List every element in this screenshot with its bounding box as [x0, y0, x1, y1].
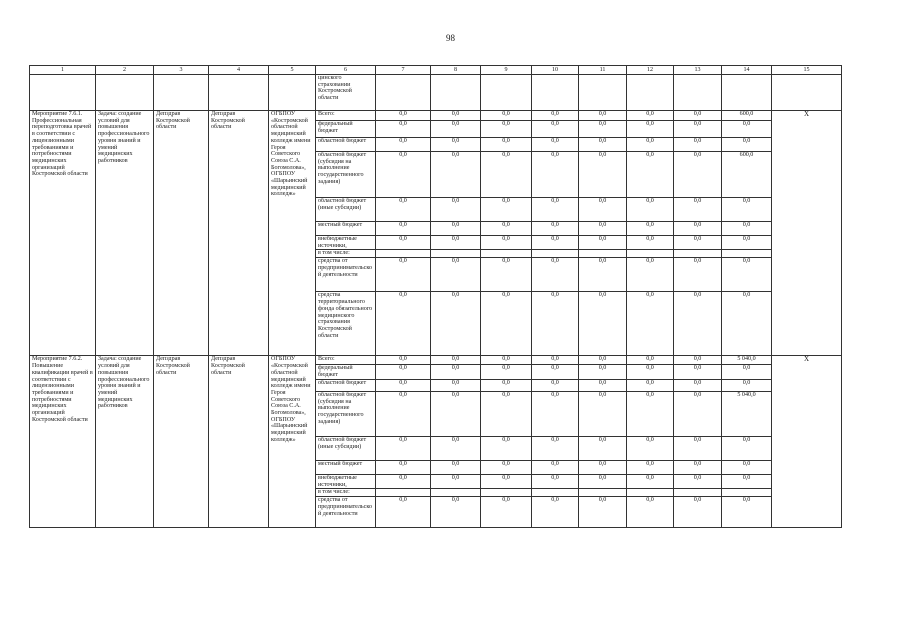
administrator-text: Депздрав Костромской области — [209, 356, 269, 528]
funding-value: 0,0 — [431, 379, 481, 391]
funding-value: 0,0 — [579, 391, 627, 436]
funding-value: 0,0 — [532, 258, 579, 292]
funding-value: 0,0 — [674, 365, 722, 379]
funding-value: 0,0 — [627, 258, 674, 292]
funding-value: 0,0 — [431, 497, 481, 528]
funding-value: 0,0 — [674, 356, 722, 365]
funding-value: 0,0 — [627, 460, 674, 474]
empty-cell — [96, 75, 154, 111]
funding-value: 0,0 — [481, 292, 532, 356]
administrator-text: Депздрав Костромской области — [209, 111, 269, 356]
funding-value: 0,0 — [722, 258, 772, 292]
funding-value: 0,0 — [579, 365, 627, 379]
funding-value: 0,0 — [431, 111, 481, 121]
empty-cell — [269, 75, 316, 111]
funding-value — [722, 489, 772, 497]
funding-value: 0,0 — [579, 379, 627, 391]
funding-value: 0,0 — [674, 152, 722, 198]
funding-value: 0,0 — [627, 152, 674, 198]
funding-source-label: областной бюджет (иные субсидии) — [316, 198, 376, 222]
funding-value: 0,0 — [431, 236, 481, 250]
funding-value: 0,0 — [532, 379, 579, 391]
funding-value: 0,0 — [579, 436, 627, 460]
funding-value: 0,0 — [376, 258, 431, 292]
funding-value: 0,0 — [376, 198, 431, 222]
funding-value: 0,0 — [674, 198, 722, 222]
empty-cell — [154, 75, 209, 111]
funding-value — [627, 489, 674, 497]
funding-row — [30, 356, 842, 365]
funding-value: 0,0 — [627, 365, 674, 379]
funding-value: 0,0 — [532, 391, 579, 436]
funding-value: 0,0 — [376, 236, 431, 250]
funding-source-label: внебюджетные источники, — [316, 236, 376, 250]
funding-value: 0,0 — [674, 138, 722, 152]
empty-cell — [376, 75, 431, 111]
empty-cell — [579, 75, 627, 111]
funding-value: 0,0 — [532, 356, 579, 365]
empty-cell — [627, 75, 674, 111]
funding-value: 0,0 — [674, 436, 722, 460]
funding-value: 0,0 — [431, 152, 481, 198]
measure-name: Мероприятие 7.6.1. Профессиональная переподготовка врачей в соответствии с лицензионными требованиями и потребностями медицинских организаций Костромской области — [30, 111, 96, 356]
funding-value: 0,0 — [376, 497, 431, 528]
funding-value: 0,0 — [481, 356, 532, 365]
funding-value: 0,0 — [674, 391, 722, 436]
empty-cell — [674, 75, 722, 111]
funding-value: 0,0 — [532, 436, 579, 460]
header-row — [30, 66, 842, 75]
funding-value: 0,0 — [722, 292, 772, 356]
funding-value: 0,0 — [481, 460, 532, 474]
funding-value: 0,0 — [579, 111, 627, 121]
funding-value — [431, 489, 481, 497]
funding-value: 0,0 — [431, 436, 481, 460]
funding-source-label: Всего: — [316, 111, 376, 121]
funding-value: 0,0 — [481, 138, 532, 152]
funding-value: 0,0 — [532, 121, 579, 138]
funding-value: 0,0 — [481, 111, 532, 121]
funding-value: 0,0 — [481, 222, 532, 236]
funding-value: 0,0 — [481, 236, 532, 250]
empty-cell — [431, 75, 481, 111]
funding-value: 0,0 — [532, 365, 579, 379]
funding-value: 0,0 — [722, 236, 772, 250]
carryover-source-text: цинского страховании Костромской области — [316, 75, 376, 111]
empty-cell — [30, 75, 96, 111]
funding-value: 0,0 — [481, 152, 532, 198]
column-number: 7 — [376, 66, 431, 75]
funding-value: 0,0 — [376, 111, 431, 121]
funding-value: 0,0 — [674, 379, 722, 391]
funding-value: 0,0 — [627, 379, 674, 391]
funding-source-label: средства территориального фонда обязательного медицинского страхования Костромской области — [316, 292, 376, 356]
funding-value: 600,0 — [722, 111, 772, 121]
participants-text: ОГБПОУ «Костромской областной медицинский колледж имени Героя Советского Союза С.А. Богомолова», ОГБПОУ «Шарьинский медицинский колледж» — [269, 111, 316, 356]
funding-value: 0,0 — [579, 152, 627, 198]
budget-table — [29, 65, 842, 528]
column-number: 5 — [269, 66, 316, 75]
funding-value: 0,0 — [481, 497, 532, 528]
column-number: 3 — [154, 66, 209, 75]
column-number: 10 — [532, 66, 579, 75]
funding-value: 0,0 — [627, 356, 674, 365]
funding-value: 0,0 — [627, 292, 674, 356]
funding-value: 0,0 — [579, 121, 627, 138]
funding-value: 0,0 — [431, 365, 481, 379]
funding-source-label: Всего: — [316, 356, 376, 365]
funding-value: 0,0 — [579, 497, 627, 528]
funding-value: 0,0 — [674, 460, 722, 474]
participants-text: ОГБПОУ «Костромской областной медицинский колледж имени Героя Советского Союза С.А. Богомолова», ОГБПОУ «Шарьинский медицинский колледж» — [269, 356, 316, 528]
funding-value — [627, 250, 674, 258]
funding-value: 0,0 — [722, 198, 772, 222]
funding-value: 0,0 — [532, 292, 579, 356]
executor-text: Депздрав Костромской области — [154, 356, 209, 528]
funding-value: 0,0 — [579, 222, 627, 236]
funding-value: 0,0 — [376, 138, 431, 152]
carryover-row — [30, 75, 842, 111]
funding-source-label: средства от предпринимательской деятельности — [316, 258, 376, 292]
funding-value: 0,0 — [722, 138, 772, 152]
funding-value — [376, 489, 431, 497]
funding-value: 0,0 — [481, 391, 532, 436]
funding-value: 0,0 — [481, 379, 532, 391]
measure-name: Мероприятие 7.6.2. Повышение квалификации врачей в соответствии с лицензионными требованиями и потребностями медицинских организаций Костромской области — [30, 356, 96, 528]
funding-value: 0,0 — [627, 391, 674, 436]
funding-value — [579, 489, 627, 497]
funding-value — [532, 489, 579, 497]
funding-value: 0,0 — [722, 379, 772, 391]
funding-value: 0,0 — [376, 356, 431, 365]
funding-row — [30, 111, 842, 121]
funding-value: 0,0 — [674, 121, 722, 138]
funding-value: 0,0 — [627, 236, 674, 250]
funding-value — [674, 489, 722, 497]
funding-value: 0,0 — [532, 222, 579, 236]
funding-value — [579, 250, 627, 258]
funding-value: 0,0 — [376, 460, 431, 474]
funding-value: 0,0 — [481, 436, 532, 460]
funding-value: 0,0 — [431, 138, 481, 152]
funding-value: 0,0 — [376, 121, 431, 138]
funding-value: 0,0 — [674, 111, 722, 121]
column-number: 4 — [209, 66, 269, 75]
funding-value: 0,0 — [532, 474, 579, 488]
x-mark: X — [772, 111, 842, 356]
funding-value: 0,0 — [376, 292, 431, 356]
page-number: 98 — [446, 33, 455, 43]
funding-value: 0,0 — [722, 121, 772, 138]
funding-value: 0,0 — [627, 198, 674, 222]
funding-value: 0,0 — [722, 365, 772, 379]
funding-value: 0,0 — [376, 474, 431, 488]
funding-value: 0,0 — [722, 436, 772, 460]
column-number: 12 — [627, 66, 674, 75]
funding-value: 0,0 — [627, 497, 674, 528]
column-number: 15 — [772, 66, 842, 75]
funding-value: 0,0 — [532, 138, 579, 152]
funding-value: 0,0 — [627, 111, 674, 121]
funding-value: 0,0 — [532, 460, 579, 474]
funding-value: 0,0 — [376, 379, 431, 391]
column-number: 14 — [722, 66, 772, 75]
funding-value: 5 040,0 — [722, 356, 772, 365]
funding-value: 0,0 — [532, 111, 579, 121]
funding-value: 0,0 — [431, 460, 481, 474]
funding-value: 0,0 — [674, 497, 722, 528]
funding-value: 0,0 — [627, 222, 674, 236]
funding-value — [481, 250, 532, 258]
funding-source-label: в том числе: — [316, 250, 376, 258]
task-text: Задача: создание условий для повышения профессионального уровня знаний и умений медицинских работников — [96, 111, 154, 356]
funding-value: 0,0 — [674, 222, 722, 236]
funding-value: 0,0 — [627, 121, 674, 138]
column-number: 6 — [316, 66, 376, 75]
funding-value: 0,0 — [579, 292, 627, 356]
funding-source-label: местный бюджет — [316, 222, 376, 236]
funding-value — [722, 250, 772, 258]
column-number: 9 — [481, 66, 532, 75]
funding-value: 0,0 — [431, 474, 481, 488]
funding-value: 0,0 — [627, 138, 674, 152]
funding-value: 0,0 — [627, 474, 674, 488]
column-number: 13 — [674, 66, 722, 75]
funding-value: 0,0 — [674, 236, 722, 250]
task-text: Задача: создание условий для повышения профессионального уровня знаний и умений медицинских работников — [96, 356, 154, 528]
column-number: 11 — [579, 66, 627, 75]
funding-value — [674, 250, 722, 258]
funding-value: 0,0 — [431, 292, 481, 356]
funding-source-label: областной бюджет — [316, 379, 376, 391]
funding-value: 0,0 — [579, 460, 627, 474]
column-number: 2 — [96, 66, 154, 75]
funding-source-label: внебюджетные источники, — [316, 474, 376, 488]
funding-value: 0,0 — [431, 356, 481, 365]
funding-source-label: областной бюджет (иные субсидии) — [316, 436, 376, 460]
executor-text: Депздрав Костромской области — [154, 111, 209, 356]
funding-value: 0,0 — [722, 497, 772, 528]
funding-value: 0,0 — [431, 222, 481, 236]
funding-value: 600,0 — [722, 152, 772, 198]
empty-cell — [209, 75, 269, 111]
funding-value: 0,0 — [532, 236, 579, 250]
funding-source-label: средства от предпринимательской деятельности — [316, 497, 376, 528]
funding-value: 0,0 — [431, 121, 481, 138]
funding-value: 0,0 — [481, 198, 532, 222]
funding-value: 0,0 — [481, 258, 532, 292]
funding-value: 5 040,0 — [722, 391, 772, 436]
funding-value: 0,0 — [376, 391, 431, 436]
funding-value: 0,0 — [579, 258, 627, 292]
funding-value: 0,0 — [532, 198, 579, 222]
funding-value: 0,0 — [376, 222, 431, 236]
funding-source-label: областной бюджет (субсидия на выполнение государственного задания) — [316, 391, 376, 436]
funding-source-label: местный бюджет — [316, 460, 376, 474]
empty-cell — [532, 75, 579, 111]
funding-value: 0,0 — [674, 258, 722, 292]
funding-value: 0,0 — [579, 236, 627, 250]
empty-cell — [722, 75, 772, 111]
funding-value: 0,0 — [376, 152, 431, 198]
funding-source-label: областной бюджет — [316, 138, 376, 152]
funding-value: 0,0 — [376, 365, 431, 379]
funding-value: 0,0 — [579, 198, 627, 222]
funding-value: 0,0 — [431, 391, 481, 436]
funding-value: 0,0 — [722, 474, 772, 488]
funding-value — [431, 250, 481, 258]
funding-value: 0,0 — [532, 152, 579, 198]
funding-value: 0,0 — [579, 474, 627, 488]
funding-value: 0,0 — [579, 356, 627, 365]
column-number: 8 — [431, 66, 481, 75]
funding-value: 0,0 — [481, 121, 532, 138]
x-mark: X — [772, 356, 842, 528]
funding-value: 0,0 — [722, 460, 772, 474]
funding-value: 0,0 — [481, 474, 532, 488]
empty-cell — [481, 75, 532, 111]
funding-value: 0,0 — [431, 198, 481, 222]
funding-source-label: областной бюджет (субсидия на выполнение государственного задания) — [316, 152, 376, 198]
funding-value: 0,0 — [431, 258, 481, 292]
funding-value: 0,0 — [579, 138, 627, 152]
funding-source-label: федеральный бюджет — [316, 121, 376, 138]
funding-value — [376, 250, 431, 258]
funding-value: 0,0 — [481, 365, 532, 379]
funding-value: 0,0 — [532, 497, 579, 528]
funding-value: 0,0 — [722, 222, 772, 236]
funding-value: 0,0 — [674, 292, 722, 356]
funding-value — [481, 489, 532, 497]
funding-source-label: федеральный бюджет — [316, 365, 376, 379]
column-number: 1 — [30, 66, 96, 75]
funding-source-label: в том числе: — [316, 489, 376, 497]
empty-cell — [772, 75, 842, 111]
funding-value: 0,0 — [674, 474, 722, 488]
funding-value: 0,0 — [627, 436, 674, 460]
funding-value: 0,0 — [376, 436, 431, 460]
funding-value — [532, 250, 579, 258]
